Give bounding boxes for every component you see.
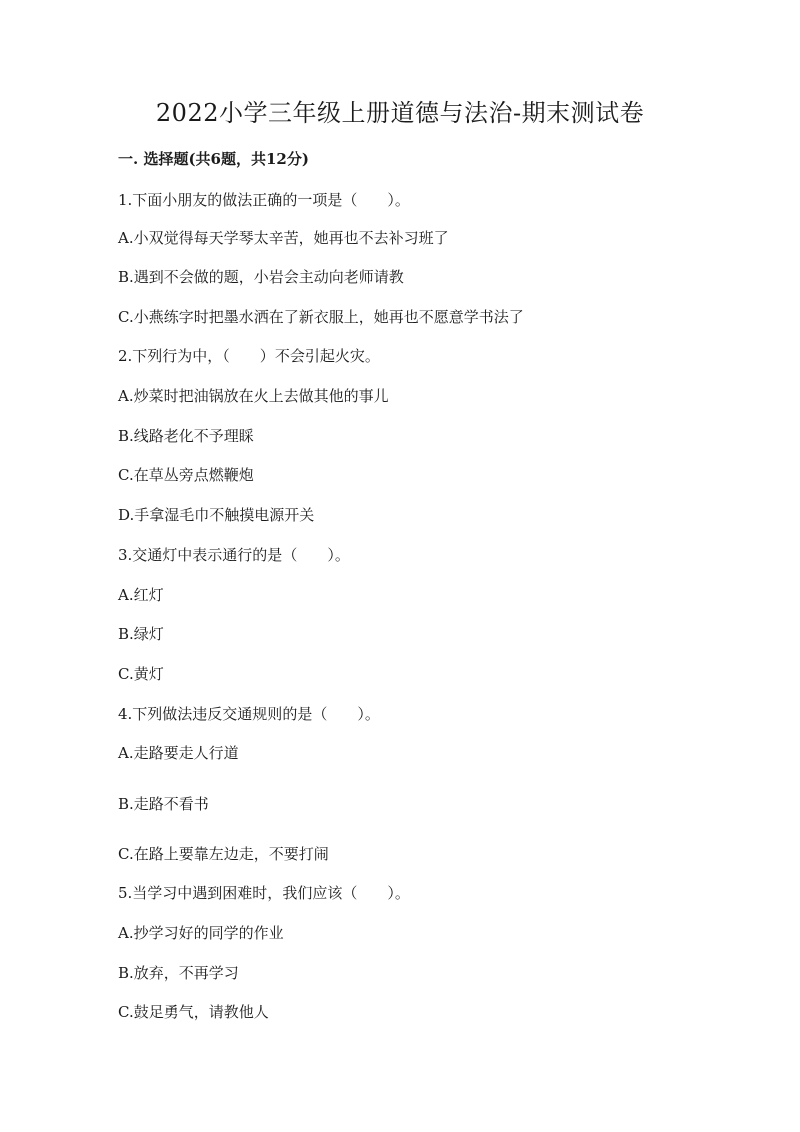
question-5-option-c: C.鼓足勇气，请教他人	[118, 1003, 269, 1021]
question-3-option-b: B.绿灯	[118, 625, 164, 643]
question-2-stem: 2.下列行为中，（ ）不会引起火灾。	[118, 347, 380, 365]
question-2-option-b: B.线路老化不予理睬	[118, 427, 254, 445]
question-3-stem: 3.交通灯中表示通行的是（ ）。	[118, 546, 350, 564]
question-4-option-a: A.走路要走人行道	[118, 744, 239, 762]
question-5-option-b: B.放弃，不再学习	[118, 964, 239, 982]
question-5-stem: 5.当学习中遇到困难时，我们应该（ ）。	[118, 884, 410, 902]
question-1-option-a: A.小双觉得每天学琴太辛苦，她再也不去补习班了	[118, 229, 449, 247]
question-2-option-a: A.炒菜时把油锅放在火上去做其他的事儿	[118, 387, 389, 405]
question-2-option-d: D.手拿湿毛巾不触摸电源开关	[118, 506, 315, 524]
question-4-option-c: C.在路上要靠左边走，不要打闹	[118, 845, 329, 863]
question-3-option-a: A.红灯	[118, 586, 164, 604]
question-5-option-a: A.抄学习好的同学的作业	[118, 924, 284, 942]
question-3-option-c: C.黄灯	[118, 665, 164, 683]
page-title: 2022小学三年级上册道德与法治-期末测试卷	[155, 99, 645, 127]
question-1-option-b: B.遇到不会做的题，小岩会主动向老师请教	[118, 268, 404, 286]
question-2-option-c: C.在草丛旁点燃鞭炮	[118, 466, 254, 484]
question-4-option-b: B.走路不看书	[118, 795, 209, 813]
question-1-stem: 1.下面小朋友的做法正确的一项是（ ）。	[118, 191, 410, 209]
question-4-stem: 4.下列做法违反交通规则的是（ ）。	[118, 705, 380, 723]
section-heading: 一. 选择题(共6题，共12分)	[118, 150, 309, 168]
question-1-option-c: C.小燕练字时把墨水洒在了新衣服上，她再也不愿意学书法了	[118, 308, 524, 326]
